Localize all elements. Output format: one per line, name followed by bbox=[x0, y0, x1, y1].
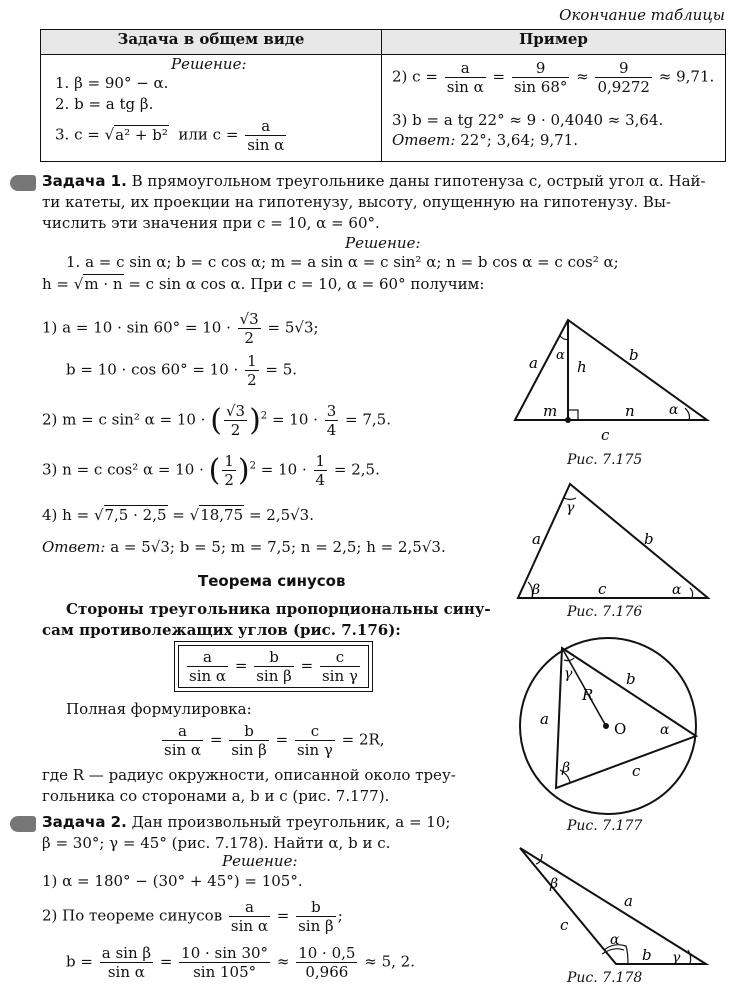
figure-7-176 bbox=[510, 478, 720, 604]
general-cell bbox=[41, 55, 382, 162]
figure-7-177 bbox=[518, 620, 718, 820]
solution-table bbox=[40, 29, 726, 162]
f178-c: c bbox=[560, 916, 569, 934]
caption-7-178: Рис. 7.178 bbox=[567, 970, 643, 986]
f175-n: n bbox=[625, 402, 635, 420]
f176-a: a bbox=[532, 530, 541, 548]
f178-b: b bbox=[642, 946, 652, 964]
figure-7-175 bbox=[505, 312, 725, 442]
task1-eq-3: 2) m = c sin² α = 10 · ( $\frac{√3}{2}$ )$^2$ = 10 · $\frac{3}{4}$ = 7,5. bbox=[42, 402, 391, 439]
f178-gamma: γ bbox=[672, 950, 681, 966]
task1-eq-2: b = 10 · cos 60° = 10 · $\frac{1}{2}$ = 5. bbox=[66, 352, 298, 389]
f176-alpha: α bbox=[672, 582, 682, 598]
f175-alpha: α bbox=[669, 402, 679, 418]
theorem-statement-1: Стороны треугольника пропорциональны сину- bbox=[66, 600, 491, 618]
s3-fraction: $\frac{a}{\text{sin α}}$ bbox=[247, 117, 285, 154]
example-step-2: 2) c = $\frac{a}{\text{sin α}}$ = $\frac{9}{\sin 68^\circ}$ ≈ $\frac{9}{0,9272}$ ≈ 9,71. bbox=[392, 59, 715, 96]
task1-solution-label: Решение: bbox=[345, 234, 421, 252]
f177-R: R bbox=[582, 686, 594, 704]
general-step-1: 1. β = 90° − α. bbox=[55, 74, 169, 92]
f178-a: a bbox=[624, 892, 633, 910]
task1-answer: Ответ: a = 5√3; b = 5; m = 7,5; n = 2,5; h = 2,5√3. bbox=[42, 538, 446, 556]
f175-a: a bbox=[529, 354, 538, 372]
col-header-example: Пример bbox=[382, 30, 726, 55]
example-step-3: 3) b = a tg 22° ≈ 9 · 0,4040 ≈ 3,64. bbox=[392, 111, 664, 129]
f176-c: c bbox=[598, 580, 607, 598]
f176-beta: β bbox=[532, 582, 541, 598]
f178-alpha: α bbox=[610, 932, 620, 948]
f175-c: c bbox=[601, 426, 610, 442]
solution-label: Решение: bbox=[171, 55, 247, 73]
general-step-2: 2. b = a tg β. bbox=[55, 95, 154, 113]
task1-eq-1: 1) a = 10 · sin 60° = 10 · $\frac{√3}{2}$ = 5√3; bbox=[42, 310, 319, 347]
task1-eq-4: 3) n = c cos² α = 10 · ( $\frac{1}{2}$ )$^2$ = 10 · $\frac{1}{4}$ = 2,5. bbox=[42, 452, 380, 489]
f177-c: c bbox=[632, 762, 641, 780]
task2-line2: β = 30°; γ = 45° (рис. 7.178). Найти α, b и c. bbox=[42, 834, 391, 852]
f175-m: m bbox=[543, 402, 558, 420]
task1-marker bbox=[10, 175, 36, 191]
f177-gamma: γ bbox=[564, 666, 573, 682]
f175-b: b bbox=[629, 346, 639, 364]
task2-solution-label: Решение: bbox=[222, 852, 298, 870]
general-step-3: 3. c = √a² + b² или c = $\frac{a}{\text{sin α}}$ bbox=[55, 117, 285, 154]
f178-beta: β bbox=[550, 876, 559, 892]
task1-line1: Задача 1. В прямоугольном треугольнике даны гипотенуза c, острый угол α. Най- bbox=[42, 172, 706, 190]
f177-O: O bbox=[614, 720, 627, 738]
example-answer: Ответ: 22°; 3,64; 9,71. bbox=[392, 131, 578, 149]
where-line-1: где R — радиус окружности, описанной около треу- bbox=[42, 766, 456, 784]
task1-line2: ти катеты, их проекции на гипотенузу, высоту, опущенную на гипотенузу. Вы- bbox=[42, 193, 671, 211]
task2-step2: 2) По теореме синусов $\frac{a}{\text{sin α}}$ = $\frac{b}{\text{sin β}}$ ; bbox=[42, 898, 343, 935]
col-header-general: Задача в общем виде bbox=[41, 30, 382, 55]
f175-alpha-top: α bbox=[556, 348, 565, 363]
theorem-formula-box: $\frac{a}{\text{sin α}}$ = $\frac{b}{\text{sin β}}$ = $\frac{c}{\text{sin γ}}$ bbox=[178, 645, 369, 688]
task1-step1-line1: 1. a = c sin α; b = c cos α; m = a sin α = c sin² α; n = b cos α = c cos² α; bbox=[66, 253, 619, 271]
s3-sqrt: a² + b² bbox=[115, 125, 168, 144]
f177-a: a bbox=[540, 710, 549, 728]
f177-alpha: α bbox=[660, 722, 670, 738]
task2-step1: 1) α = 180° − (30° + 45°) = 105°. bbox=[42, 872, 303, 890]
theorem-statement-2: сам противолежащих углов (рис. 7.176): bbox=[42, 621, 401, 639]
f175-h: h bbox=[577, 358, 587, 376]
task1-step1-line2: h = √m · n = c sin α cos α. При c = 10, α = 60° получим: bbox=[42, 275, 485, 293]
caption-7-175: Рис. 7.175 bbox=[567, 452, 643, 468]
task2-line1: Задача 2. Дан произвольный треугольник, a = 10; bbox=[42, 813, 451, 831]
task1-line3: числить эти значения при c = 10, α = 60°. bbox=[42, 214, 380, 232]
figure-7-178 bbox=[510, 842, 720, 972]
s3-or: или c = bbox=[178, 125, 239, 144]
task1-eq-5: 4) h = √7,5 · 2,5 = √18,75 = 2,5√3. bbox=[42, 506, 314, 524]
where-line-2: гольника со сторонами a, b и c (рис. 7.177). bbox=[42, 787, 390, 805]
continuation-label: Окончание таблицы bbox=[559, 6, 725, 24]
caption-7-177: Рис. 7.177 bbox=[567, 818, 643, 834]
full-formulation-label: Полная формулировка: bbox=[66, 700, 252, 718]
theorem-title: Теорема синусов bbox=[198, 572, 346, 590]
full-formulation-formula: $\frac{a}{\text{sin α}}$ = $\frac{b}{\text{sin β}}$ = $\frac{c}{\text{sin γ}}$ = 2R, bbox=[164, 722, 385, 759]
example-cell bbox=[382, 55, 726, 162]
f177-b: b bbox=[626, 670, 636, 688]
task2-step3: b = $\frac{\text{a sin β}}{\text{sin α}}$ = $\frac{10 \cdot \sin 30^\circ}{\sin 105^\circ}$ ≈ $\frac{10 \cdot 0,5}{0,966}$ ≈ 5, 2. bbox=[66, 944, 415, 981]
f176-gamma: γ bbox=[566, 500, 575, 516]
f176-b: b bbox=[644, 530, 654, 548]
s3-prefix: 3. c = bbox=[55, 125, 100, 144]
f177-beta: β bbox=[562, 760, 571, 776]
caption-7-176: Рис. 7.176 bbox=[567, 604, 643, 620]
task2-marker bbox=[10, 816, 36, 832]
